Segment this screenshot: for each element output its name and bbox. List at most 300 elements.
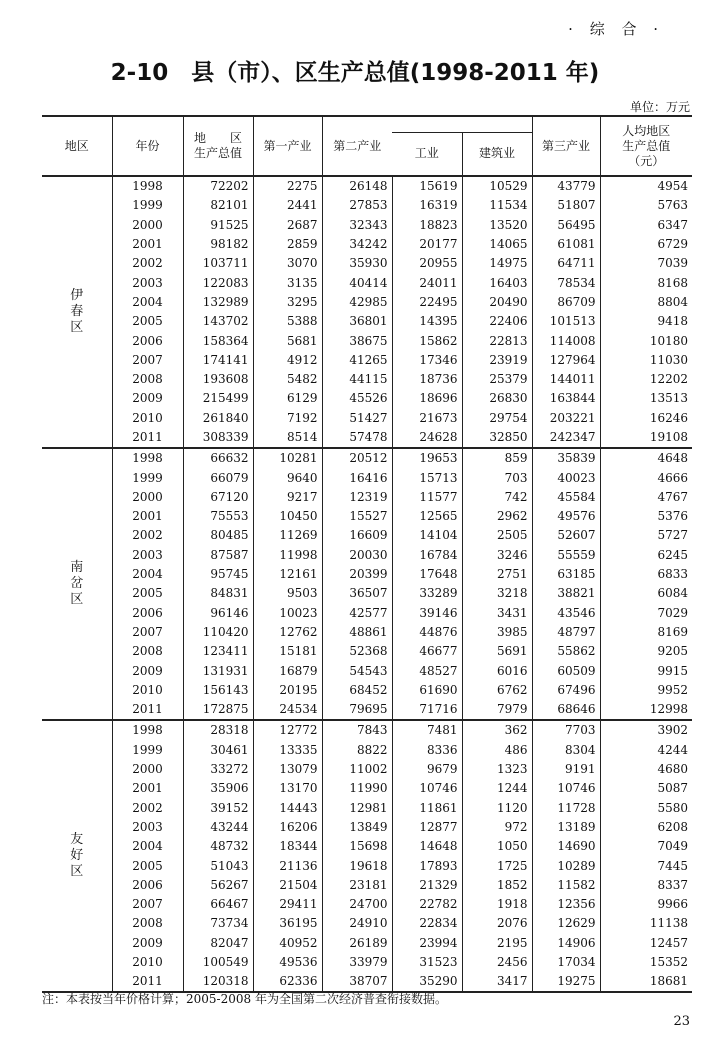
secondary-cell: 41265 [322, 351, 392, 370]
year-cell: 2005 [112, 856, 183, 875]
year-cell: 2000 [112, 488, 183, 507]
primary-cell: 49536 [253, 953, 322, 972]
primary-cell: 9217 [253, 488, 322, 507]
per-capita-cell: 9952 [600, 681, 692, 700]
primary-cell: 10281 [253, 448, 322, 468]
primary-cell: 21504 [253, 876, 322, 895]
primary-cell: 5681 [253, 331, 322, 350]
construction-cell: 20490 [462, 293, 532, 312]
tertiary-cell: 51807 [532, 196, 600, 215]
primary-cell: 13170 [253, 779, 322, 798]
table-row [42, 661, 692, 680]
gdp-cell: 51043 [183, 856, 253, 875]
year-cell: 2008 [112, 914, 183, 933]
gdp-cell: 67120 [183, 488, 253, 507]
tertiary-cell: 40023 [532, 468, 600, 487]
gdp-cell: 156143 [183, 681, 253, 700]
construction-cell: 32850 [462, 428, 532, 448]
gdp-table [42, 115, 692, 993]
secondary-cell: 11990 [322, 779, 392, 798]
table-row [42, 448, 692, 468]
tertiary-cell: 45584 [532, 488, 600, 507]
table-row [42, 623, 692, 642]
construction-cell: 3417 [462, 972, 532, 992]
tertiary-cell: 17034 [532, 953, 600, 972]
year-cell: 2010 [112, 409, 183, 428]
secondary-cell: 48861 [322, 623, 392, 642]
secondary-cell: 16416 [322, 468, 392, 487]
header-region: 地区 [42, 116, 112, 176]
table-row [42, 196, 692, 215]
construction-cell: 972 [462, 818, 532, 837]
primary-cell: 5482 [253, 370, 322, 389]
tertiary-cell: 144011 [532, 370, 600, 389]
industry-cell: 33289 [392, 584, 462, 603]
gdp-cell: 215499 [183, 389, 253, 408]
table-row [42, 428, 692, 448]
tertiary-cell: 56495 [532, 216, 600, 235]
industry-cell: 48527 [392, 661, 462, 680]
region-group [42, 448, 692, 720]
construction-cell: 6762 [462, 681, 532, 700]
primary-cell: 4912 [253, 351, 322, 370]
region-cell [42, 448, 112, 720]
secondary-cell: 13849 [322, 818, 392, 837]
per-capita-cell: 15352 [600, 953, 692, 972]
table-row [42, 351, 692, 370]
year-cell: 2006 [112, 331, 183, 350]
secondary-cell: 36507 [322, 584, 392, 603]
industry-cell: 71716 [392, 700, 462, 720]
construction-cell: 2456 [462, 953, 532, 972]
per-capita-cell: 7029 [600, 604, 692, 623]
gdp-cell: 143702 [183, 312, 253, 331]
industry-cell: 23994 [392, 934, 462, 953]
secondary-cell: 20512 [322, 448, 392, 468]
tertiary-cell: 10746 [532, 779, 600, 798]
primary-cell: 9640 [253, 468, 322, 487]
table-row [42, 468, 692, 487]
industry-cell: 14104 [392, 526, 462, 545]
per-capita-cell: 7039 [600, 254, 692, 273]
primary-cell: 40952 [253, 934, 322, 953]
per-capita-cell: 7445 [600, 856, 692, 875]
table-row [42, 409, 692, 428]
year-cell: 2009 [112, 661, 183, 680]
gdp-cell: 66632 [183, 448, 253, 468]
per-capita-cell: 10180 [600, 331, 692, 350]
table-row [42, 526, 692, 545]
construction-cell: 703 [462, 468, 532, 487]
region-cell [42, 720, 112, 992]
construction-cell: 2505 [462, 526, 532, 545]
per-capita-cell: 9418 [600, 312, 692, 331]
per-capita-cell: 8168 [600, 273, 692, 292]
header-year: 年份 [112, 116, 183, 176]
gdp-cell: 33272 [183, 760, 253, 779]
table-row [42, 681, 692, 700]
construction-cell: 14975 [462, 254, 532, 273]
tertiary-cell: 11728 [532, 799, 600, 818]
header-industry: 工业 [392, 132, 462, 176]
secondary-cell: 12981 [322, 799, 392, 818]
header-per-capita-line2: 生产总值 [622, 138, 671, 153]
tertiary-cell: 242347 [532, 428, 600, 448]
tertiary-cell: 8304 [532, 741, 600, 760]
tertiary-cell: 78534 [532, 273, 600, 292]
construction-cell: 13520 [462, 216, 532, 235]
secondary-cell: 52368 [322, 642, 392, 661]
table-row [42, 546, 692, 565]
gdp-cell: 132989 [183, 293, 253, 312]
header-per-capita-line3: （元） [628, 153, 665, 168]
year-cell: 2004 [112, 565, 183, 584]
industry-cell: 35290 [392, 972, 462, 992]
year-cell: 2003 [112, 546, 183, 565]
tertiary-cell: 67496 [532, 681, 600, 700]
industry-cell: 31523 [392, 953, 462, 972]
region-label: 南岔区 [70, 559, 84, 607]
construction-cell: 22406 [462, 312, 532, 331]
year-cell: 2002 [112, 526, 183, 545]
table-row [42, 312, 692, 331]
secondary-cell: 34242 [322, 235, 392, 254]
year-cell: 2000 [112, 216, 183, 235]
table-row [42, 818, 692, 837]
year-cell: 1998 [112, 448, 183, 468]
gdp-cell: 174141 [183, 351, 253, 370]
per-capita-cell: 4648 [600, 448, 692, 468]
primary-cell: 2441 [253, 196, 322, 215]
gdp-cell: 66467 [183, 895, 253, 914]
header-primary: 第一产业 [253, 116, 322, 176]
construction-cell: 6016 [462, 661, 532, 680]
year-cell: 1999 [112, 196, 183, 215]
gdp-cell: 66079 [183, 468, 253, 487]
industry-cell: 11577 [392, 488, 462, 507]
industry-cell: 44876 [392, 623, 462, 642]
secondary-cell: 68452 [322, 681, 392, 700]
secondary-cell: 45526 [322, 389, 392, 408]
primary-cell: 13079 [253, 760, 322, 779]
primary-cell: 14443 [253, 799, 322, 818]
construction-cell: 23919 [462, 351, 532, 370]
primary-cell: 24534 [253, 700, 322, 720]
secondary-cell: 40414 [322, 273, 392, 292]
table-row [42, 216, 692, 235]
per-capita-cell: 6208 [600, 818, 692, 837]
gdp-cell: 95745 [183, 565, 253, 584]
tertiary-cell: 60509 [532, 661, 600, 680]
construction-cell: 3431 [462, 604, 532, 623]
primary-cell: 10450 [253, 507, 322, 526]
per-capita-cell: 13513 [600, 389, 692, 408]
primary-cell: 10023 [253, 604, 322, 623]
gdp-cell: 80485 [183, 526, 253, 545]
tertiary-cell: 12629 [532, 914, 600, 933]
tertiary-cell: 114008 [532, 331, 600, 350]
construction-cell: 1050 [462, 837, 532, 856]
secondary-cell: 57478 [322, 428, 392, 448]
construction-cell: 3985 [462, 623, 532, 642]
primary-cell: 2275 [253, 176, 322, 196]
region-group [42, 720, 692, 992]
year-cell: 2010 [112, 953, 183, 972]
industry-cell: 14395 [392, 312, 462, 331]
per-capita-cell: 9966 [600, 895, 692, 914]
construction-cell: 362 [462, 720, 532, 740]
table-row [42, 273, 692, 292]
secondary-cell: 79695 [322, 700, 392, 720]
secondary-cell: 19618 [322, 856, 392, 875]
header-secondary-span [392, 116, 532, 132]
tertiary-cell: 43779 [532, 176, 600, 196]
gdp-cell: 122083 [183, 273, 253, 292]
gdp-cell: 35906 [183, 779, 253, 798]
industry-cell: 24011 [392, 273, 462, 292]
tertiary-cell: 101513 [532, 312, 600, 331]
tertiary-cell: 12356 [532, 895, 600, 914]
industry-cell: 11861 [392, 799, 462, 818]
per-capita-cell: 4244 [600, 741, 692, 760]
industry-cell: 20177 [392, 235, 462, 254]
secondary-cell: 8822 [322, 741, 392, 760]
gdp-cell: 84831 [183, 584, 253, 603]
header-gdp-line1: 地 区 [193, 131, 242, 145]
per-capita-cell: 11030 [600, 351, 692, 370]
header-per-capita [600, 116, 692, 176]
secondary-cell: 33979 [322, 953, 392, 972]
table-row [42, 741, 692, 760]
per-capita-cell: 5376 [600, 507, 692, 526]
per-capita-cell: 5580 [600, 799, 692, 818]
gdp-cell: 110420 [183, 623, 253, 642]
primary-cell: 62336 [253, 972, 322, 992]
construction-cell: 16403 [462, 273, 532, 292]
per-capita-cell: 12202 [600, 370, 692, 389]
industry-cell: 22495 [392, 293, 462, 312]
table-row [42, 953, 692, 972]
year-cell: 2002 [112, 254, 183, 273]
primary-cell: 36195 [253, 914, 322, 933]
industry-cell: 17648 [392, 565, 462, 584]
table-row [42, 914, 692, 933]
year-cell: 2009 [112, 389, 183, 408]
per-capita-cell: 6245 [600, 546, 692, 565]
gdp-cell: 48732 [183, 837, 253, 856]
secondary-cell: 26189 [322, 934, 392, 953]
tertiary-cell: 10289 [532, 856, 600, 875]
table-row [42, 604, 692, 623]
secondary-cell: 23181 [322, 876, 392, 895]
footnote: 注：本表按当年价格计算；2005-2008 年为全国第二次经济普查衔接数据。 [42, 992, 447, 1006]
secondary-cell: 44115 [322, 370, 392, 389]
construction-cell: 1918 [462, 895, 532, 914]
table-row [42, 389, 692, 408]
tertiary-cell: 9191 [532, 760, 600, 779]
per-capita-cell: 12998 [600, 700, 692, 720]
gdp-cell: 131931 [183, 661, 253, 680]
construction-cell: 10529 [462, 176, 532, 196]
construction-cell: 2076 [462, 914, 532, 933]
year-cell: 1999 [112, 741, 183, 760]
section-label: · 综 合 · [568, 20, 664, 38]
tertiary-cell: 38821 [532, 584, 600, 603]
tertiary-cell: 68646 [532, 700, 600, 720]
per-capita-cell: 6833 [600, 565, 692, 584]
per-capita-cell: 4680 [600, 760, 692, 779]
construction-cell: 1244 [462, 779, 532, 798]
table-row [42, 760, 692, 779]
secondary-cell: 27853 [322, 196, 392, 215]
year-cell: 2003 [112, 273, 183, 292]
year-cell: 2006 [112, 604, 183, 623]
gdp-cell: 123411 [183, 642, 253, 661]
construction-cell: 1725 [462, 856, 532, 875]
secondary-cell: 42577 [322, 604, 392, 623]
tertiary-cell: 55559 [532, 546, 600, 565]
gdp-cell: 87587 [183, 546, 253, 565]
industry-cell: 18696 [392, 389, 462, 408]
primary-cell: 5388 [253, 312, 322, 331]
table-row [42, 254, 692, 273]
gdp-cell: 96146 [183, 604, 253, 623]
table-row [42, 235, 692, 254]
table-row [42, 370, 692, 389]
per-capita-cell: 19108 [600, 428, 692, 448]
construction-cell: 14065 [462, 235, 532, 254]
tertiary-cell: 127964 [532, 351, 600, 370]
tertiary-cell: 52607 [532, 526, 600, 545]
primary-cell: 2859 [253, 235, 322, 254]
gdp-cell: 308339 [183, 428, 253, 448]
tertiary-cell: 55862 [532, 642, 600, 661]
header-gdp-line2: 生产总值 [193, 146, 242, 160]
tertiary-cell: 14690 [532, 837, 600, 856]
header-tertiary: 第三产业 [532, 116, 600, 176]
primary-cell: 6129 [253, 389, 322, 408]
secondary-cell: 26148 [322, 176, 392, 196]
construction-cell: 859 [462, 448, 532, 468]
table-row [42, 488, 692, 507]
industry-cell: 39146 [392, 604, 462, 623]
primary-cell: 9503 [253, 584, 322, 603]
year-cell: 2010 [112, 681, 183, 700]
gdp-cell: 73734 [183, 914, 253, 933]
year-cell: 2008 [112, 642, 183, 661]
industry-cell: 10746 [392, 779, 462, 798]
industry-cell: 12565 [392, 507, 462, 526]
per-capita-cell: 5087 [600, 779, 692, 798]
per-capita-cell: 4767 [600, 488, 692, 507]
year-cell: 2004 [112, 293, 183, 312]
year-cell: 2007 [112, 623, 183, 642]
per-capita-cell: 6729 [600, 235, 692, 254]
tertiary-cell: 11582 [532, 876, 600, 895]
tertiary-cell: 163844 [532, 389, 600, 408]
construction-cell: 5691 [462, 642, 532, 661]
secondary-cell: 24910 [322, 914, 392, 933]
primary-cell: 18344 [253, 837, 322, 856]
secondary-cell: 38707 [322, 972, 392, 992]
year-cell: 2001 [112, 507, 183, 526]
table-row [42, 700, 692, 720]
gdp-cell: 100549 [183, 953, 253, 972]
year-cell: 2007 [112, 351, 183, 370]
per-capita-cell: 3902 [600, 720, 692, 740]
gdp-cell: 103711 [183, 254, 253, 273]
industry-cell: 61690 [392, 681, 462, 700]
industry-cell: 22834 [392, 914, 462, 933]
secondary-cell: 12319 [322, 488, 392, 507]
tertiary-cell: 7703 [532, 720, 600, 740]
industry-cell: 16784 [392, 546, 462, 565]
industry-cell: 21329 [392, 876, 462, 895]
construction-cell: 2751 [462, 565, 532, 584]
year-cell: 1998 [112, 176, 183, 196]
year-cell: 2000 [112, 760, 183, 779]
year-cell: 2011 [112, 428, 183, 448]
gdp-cell: 172875 [183, 700, 253, 720]
secondary-cell: 42985 [322, 293, 392, 312]
header-construction: 建筑业 [462, 132, 532, 176]
tertiary-cell: 61081 [532, 235, 600, 254]
tertiary-cell: 203221 [532, 409, 600, 428]
per-capita-cell: 8169 [600, 623, 692, 642]
secondary-cell: 24700 [322, 895, 392, 914]
primary-cell: 15181 [253, 642, 322, 661]
construction-cell: 3218 [462, 584, 532, 603]
construction-cell: 29754 [462, 409, 532, 428]
secondary-cell: 32343 [322, 216, 392, 235]
region-group [42, 176, 692, 448]
per-capita-cell: 5727 [600, 526, 692, 545]
year-cell: 2008 [112, 370, 183, 389]
per-capita-cell: 18681 [600, 972, 692, 992]
industry-cell: 8336 [392, 741, 462, 760]
table-row [42, 934, 692, 953]
construction-cell: 2962 [462, 507, 532, 526]
secondary-cell: 15527 [322, 507, 392, 526]
construction-cell: 7979 [462, 700, 532, 720]
table-header [42, 116, 692, 176]
gdp-cell: 82047 [183, 934, 253, 953]
primary-cell: 16206 [253, 818, 322, 837]
gdp-cell: 193608 [183, 370, 253, 389]
industry-cell: 21673 [392, 409, 462, 428]
year-cell: 2009 [112, 934, 183, 953]
secondary-cell: 35930 [322, 254, 392, 273]
year-cell: 2003 [112, 818, 183, 837]
gdp-cell: 91525 [183, 216, 253, 235]
gdp-cell: 72202 [183, 176, 253, 196]
per-capita-cell: 6347 [600, 216, 692, 235]
industry-cell: 15619 [392, 176, 462, 196]
secondary-cell: 7843 [322, 720, 392, 740]
header-per-capita-line1: 人均地区 [622, 123, 671, 138]
secondary-cell: 36801 [322, 312, 392, 331]
year-cell: 1999 [112, 468, 183, 487]
per-capita-cell: 5763 [600, 196, 692, 215]
secondary-cell: 54543 [322, 661, 392, 680]
industry-cell: 24628 [392, 428, 462, 448]
primary-cell: 12772 [253, 720, 322, 740]
secondary-cell: 11002 [322, 760, 392, 779]
year-cell: 2011 [112, 972, 183, 992]
secondary-cell: 16609 [322, 526, 392, 545]
year-cell: 2001 [112, 235, 183, 254]
table-row [42, 565, 692, 584]
